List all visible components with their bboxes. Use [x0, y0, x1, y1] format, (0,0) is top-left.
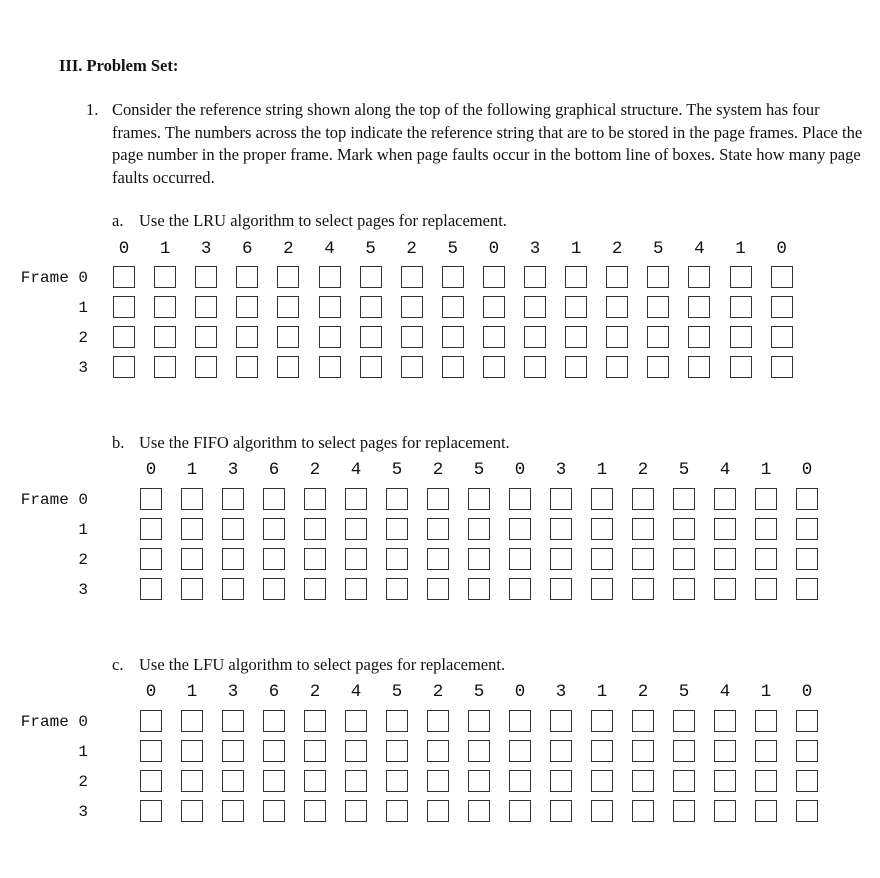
reference-value: 5 [678, 682, 690, 702]
frame-cell[interactable] [647, 356, 669, 378]
frame-cell[interactable] [591, 710, 613, 732]
frame-cell[interactable] [591, 800, 613, 822]
frame-cell[interactable] [304, 518, 326, 540]
frame-cell[interactable] [509, 710, 531, 732]
frame-cell[interactable] [550, 800, 572, 822]
reference-value: 1 [596, 460, 608, 480]
frame-cell[interactable] [755, 710, 777, 732]
frame-cell[interactable] [483, 356, 505, 378]
frame-cell[interactable] [154, 356, 176, 378]
frame-cell[interactable] [386, 800, 408, 822]
reference-value: 3 [227, 682, 239, 702]
frame-label: 3 [78, 359, 88, 377]
frame-cell[interactable] [796, 548, 818, 570]
frame-cell[interactable] [468, 488, 490, 510]
frame-cell[interactable] [427, 770, 449, 792]
frame-cell[interactable] [632, 518, 654, 540]
frame-label: Frame 0 [20, 269, 88, 287]
reference-value: 2 [432, 460, 444, 480]
part-instruction [112, 211, 507, 231]
reference-value: 0 [145, 460, 157, 480]
frame-cell[interactable] [714, 518, 736, 540]
frame-label: 1 [78, 743, 88, 761]
frame-cell[interactable] [524, 266, 546, 288]
frame-cell[interactable] [401, 296, 423, 318]
frame-cell[interactable] [401, 326, 423, 348]
frame-cell[interactable] [304, 488, 326, 510]
reference-value: 0 [801, 682, 813, 702]
frame-cell[interactable] [360, 266, 382, 288]
frame-cell[interactable] [427, 710, 449, 732]
frame-cell[interactable] [304, 710, 326, 732]
frame-cell[interactable] [796, 770, 818, 792]
frame-cell[interactable] [442, 326, 464, 348]
reference-value: 6 [268, 682, 280, 702]
frame-cell[interactable] [550, 578, 572, 600]
frame-cell[interactable] [524, 296, 546, 318]
frame-cell[interactable] [673, 800, 695, 822]
frame-cell[interactable] [427, 578, 449, 600]
frame-cell[interactable] [222, 770, 244, 792]
frame-cell[interactable] [796, 578, 818, 600]
reference-value: 1 [570, 239, 582, 259]
part-instruction-text: Use the LRU algorithm to select pages for replacement. [139, 211, 507, 230]
frame-cell[interactable] [222, 488, 244, 510]
frame-cell[interactable] [181, 740, 203, 762]
frame-cell[interactable] [524, 326, 546, 348]
frame-cell[interactable] [140, 800, 162, 822]
frame-cell[interactable] [647, 296, 669, 318]
frame-cell[interactable] [181, 578, 203, 600]
reference-value: 3 [555, 460, 567, 480]
frame-cell[interactable] [755, 770, 777, 792]
frame-cell[interactable] [606, 326, 628, 348]
frame-cell[interactable] [771, 296, 793, 318]
frame-cell[interactable] [386, 578, 408, 600]
frame-cell[interactable] [632, 548, 654, 570]
frame-cell[interactable] [263, 488, 285, 510]
frame-cell[interactable] [345, 578, 367, 600]
frame-cell[interactable] [468, 578, 490, 600]
frame-cell[interactable] [427, 800, 449, 822]
frame-cell[interactable] [483, 326, 505, 348]
frame-cell[interactable] [140, 740, 162, 762]
frame-label: 2 [78, 329, 88, 347]
frame-cell[interactable] [688, 296, 710, 318]
frame-cell[interactable] [222, 710, 244, 732]
frame-cell[interactable] [181, 710, 203, 732]
frame-cell[interactable] [427, 488, 449, 510]
part-letter: b. [112, 433, 125, 452]
frame-cell[interactable] [771, 326, 793, 348]
frame-cell[interactable] [140, 518, 162, 540]
frame-cell[interactable] [632, 800, 654, 822]
reference-value: 5 [447, 239, 459, 259]
frame-cell[interactable] [360, 296, 382, 318]
frame-cell[interactable] [277, 326, 299, 348]
frame-cell[interactable] [113, 296, 135, 318]
reference-value: 0 [488, 239, 500, 259]
frame-cell[interactable] [468, 548, 490, 570]
frame-cell[interactable] [632, 488, 654, 510]
reference-value: 1 [159, 239, 171, 259]
frame-cell[interactable] [195, 296, 217, 318]
frame-cell[interactable] [688, 356, 710, 378]
frame-cell[interactable] [222, 518, 244, 540]
frame-cell[interactable] [550, 518, 572, 540]
frame-cell[interactable] [401, 266, 423, 288]
frame-cell[interactable] [263, 548, 285, 570]
frame-cell[interactable] [730, 326, 752, 348]
reference-value: 5 [473, 682, 485, 702]
section-title: III. Problem Set: [59, 56, 179, 75]
frame-cell[interactable] [468, 740, 490, 762]
frame-cell[interactable] [591, 548, 613, 570]
reference-value: 0 [145, 682, 157, 702]
frame-cell[interactable] [236, 326, 258, 348]
frame-cell[interactable] [509, 548, 531, 570]
reference-value: 4 [694, 239, 705, 259]
frame-cell[interactable] [304, 548, 326, 570]
frame-cell[interactable] [673, 710, 695, 732]
frame-cell[interactable] [755, 740, 777, 762]
reference-value: 1 [760, 460, 772, 480]
frame-cell[interactable] [483, 296, 505, 318]
frame-cell[interactable] [113, 356, 135, 378]
frame-cell[interactable] [755, 578, 777, 600]
frame-cell[interactable] [796, 710, 818, 732]
frame-cell[interactable] [181, 488, 203, 510]
reference-value: 2 [309, 682, 321, 702]
frame-cell[interactable] [386, 710, 408, 732]
reference-value: 4 [350, 460, 362, 480]
frame-cell[interactable] [304, 740, 326, 762]
reference-value: 1 [760, 682, 772, 702]
part-letter: c. [112, 655, 124, 674]
frame-cell[interactable] [442, 296, 464, 318]
question-number: 1. [86, 100, 99, 119]
frame-cell[interactable] [222, 578, 244, 600]
frame-cell[interactable] [140, 488, 162, 510]
frame-label: 2 [78, 773, 88, 791]
reference-value: 0 [514, 460, 526, 480]
frame-cell[interactable] [591, 488, 613, 510]
frame-cell[interactable] [386, 770, 408, 792]
frame-cell[interactable] [714, 548, 736, 570]
frame-cell[interactable] [565, 356, 587, 378]
frame-cell[interactable] [263, 740, 285, 762]
reference-value: 3 [529, 239, 541, 259]
frame-cell[interactable] [796, 518, 818, 540]
frame-cell[interactable] [319, 266, 341, 288]
frame-cell[interactable] [509, 740, 531, 762]
frame-cell[interactable] [730, 356, 752, 378]
reference-value: 2 [432, 682, 444, 702]
frame-cell[interactable] [468, 710, 490, 732]
reference-value: 4 [324, 239, 335, 259]
frame-cell[interactable] [714, 488, 736, 510]
frame-cell[interactable] [730, 296, 752, 318]
frame-cell[interactable] [673, 770, 695, 792]
reference-value: 5 [678, 460, 690, 480]
frame-cell[interactable] [181, 800, 203, 822]
reference-value: 0 [118, 239, 130, 259]
reference-value: 5 [653, 239, 664, 259]
reference-value: 2 [611, 239, 623, 259]
frame-cell[interactable] [755, 518, 777, 540]
frame-cell[interactable] [222, 800, 244, 822]
frame-cell[interactable] [632, 740, 654, 762]
frame-cell[interactable] [632, 770, 654, 792]
question-text: Consider the reference string shown along the top of the following graphical structure. The system has four frames. The numbers across the top indicate the reference string that are to be stored in the page frames. Place the page number in the proper frame. Mark when page faults occur in the bottom line of boxes. State how many page faults occurred. [112, 100, 863, 187]
reference-value: 2 [283, 239, 294, 259]
frame-cell[interactable] [673, 578, 695, 600]
frame-cell[interactable] [319, 356, 341, 378]
frame-cell[interactable] [796, 740, 818, 762]
frame-cell[interactable] [386, 488, 408, 510]
frame-cell[interactable] [140, 578, 162, 600]
frame-cell[interactable] [606, 356, 628, 378]
frame-cell[interactable] [565, 266, 587, 288]
frame-cell[interactable] [509, 488, 531, 510]
frame-cell[interactable] [386, 740, 408, 762]
frame-cell[interactable] [427, 518, 449, 540]
frame-cell[interactable] [483, 266, 505, 288]
reference-value: 5 [391, 682, 403, 702]
reference-value: 1 [735, 239, 746, 259]
reference-value: 2 [637, 460, 649, 480]
reference-value: 4 [719, 682, 731, 702]
frame-cell[interactable] [647, 266, 669, 288]
frame-cell[interactable] [550, 740, 572, 762]
frame-cell[interactable] [140, 710, 162, 732]
frame-cell[interactable] [304, 800, 326, 822]
part-instruction [112, 433, 510, 453]
frame-cell[interactable] [195, 266, 217, 288]
frame-cell[interactable] [688, 326, 710, 348]
frame-label: 1 [78, 521, 88, 539]
frame-cell[interactable] [304, 578, 326, 600]
frame-cell[interactable] [236, 296, 258, 318]
frame-cell[interactable] [591, 518, 613, 540]
frame-cell[interactable] [263, 770, 285, 792]
frame-cell[interactable] [714, 740, 736, 762]
frame-cell[interactable] [319, 326, 341, 348]
frame-cell[interactable] [550, 710, 572, 732]
reference-value: 3 [200, 239, 212, 259]
frame-cell[interactable] [345, 548, 367, 570]
frame-cell[interactable] [509, 518, 531, 540]
frame-cell[interactable] [277, 296, 299, 318]
frame-cell[interactable] [565, 296, 587, 318]
frame-cell[interactable] [606, 266, 628, 288]
frame-cell[interactable] [113, 326, 135, 348]
frame-label: 3 [78, 803, 88, 821]
frame-cell[interactable] [263, 578, 285, 600]
reference-value: 5 [473, 460, 485, 480]
frame-cell[interactable] [796, 800, 818, 822]
frame-cell[interactable] [755, 548, 777, 570]
frame-cell[interactable] [714, 800, 736, 822]
reference-value: 5 [391, 460, 403, 480]
frame-cell[interactable] [319, 296, 341, 318]
reference-value: 1 [186, 682, 198, 702]
part-letter: a. [112, 211, 124, 230]
frame-cell[interactable] [181, 770, 203, 792]
frame-cell[interactable] [673, 518, 695, 540]
part-instruction [112, 655, 505, 675]
frame-cell[interactable] [277, 356, 299, 378]
frame-cell[interactable] [591, 740, 613, 762]
frame-cell[interactable] [550, 488, 572, 510]
frame-cell[interactable] [673, 488, 695, 510]
frame-cell[interactable] [345, 740, 367, 762]
frame-cell[interactable] [304, 770, 326, 792]
frame-cell[interactable] [140, 770, 162, 792]
frame-cell[interactable] [113, 266, 135, 288]
frame-cell[interactable] [222, 548, 244, 570]
frame-cell[interactable] [755, 488, 777, 510]
frame-cell[interactable] [591, 578, 613, 600]
frame-cell[interactable] [509, 800, 531, 822]
frame-label: 3 [78, 581, 88, 599]
frame-cell[interactable] [154, 296, 176, 318]
frame-cell[interactable] [154, 266, 176, 288]
frame-cell[interactable] [140, 548, 162, 570]
frame-cell[interactable] [565, 326, 587, 348]
frame-cell[interactable] [550, 548, 572, 570]
frame-cell[interactable] [509, 770, 531, 792]
reference-value: 1 [596, 682, 608, 702]
frame-cell[interactable] [195, 356, 217, 378]
frame-cell[interactable] [606, 296, 628, 318]
part-instruction-text: Use the LFU algorithm to select pages for replacement. [139, 655, 506, 674]
frame-cell[interactable] [550, 770, 572, 792]
frame-cell[interactable] [427, 740, 449, 762]
frame-cell[interactable] [771, 266, 793, 288]
reference-value: 2 [406, 239, 417, 259]
frame-cell[interactable] [442, 356, 464, 378]
frame-cell[interactable] [688, 266, 710, 288]
frame-cell[interactable] [468, 770, 490, 792]
frame-cell[interactable] [730, 266, 752, 288]
reference-value: 4 [350, 682, 362, 702]
reference-value: 3 [555, 682, 567, 702]
frame-cell[interactable] [345, 488, 367, 510]
frame-cell[interactable] [222, 740, 244, 762]
frame-label: Frame 0 [20, 713, 88, 731]
frame-cell[interactable] [401, 356, 423, 378]
reference-value: 6 [268, 460, 280, 480]
frame-cell[interactable] [154, 326, 176, 348]
frame-cell[interactable] [509, 578, 531, 600]
frame-cell[interactable] [236, 266, 258, 288]
frame-cell[interactable] [673, 548, 695, 570]
frame-cell[interactable] [442, 266, 464, 288]
part-instruction-text: Use the FIFO algorithm to select pages for replacement. [139, 433, 510, 452]
frame-cell[interactable] [345, 518, 367, 540]
frame-cell[interactable] [796, 488, 818, 510]
frame-label: 1 [78, 299, 88, 317]
frame-cell[interactable] [181, 548, 203, 570]
reference-value: 0 [801, 460, 813, 480]
frame-cell[interactable] [714, 710, 736, 732]
frame-cell[interactable] [468, 800, 490, 822]
frame-cell[interactable] [236, 356, 258, 378]
frame-cell[interactable] [673, 740, 695, 762]
frame-cell[interactable] [345, 800, 367, 822]
frame-cell[interactable] [771, 356, 793, 378]
reference-value: 6 [242, 239, 253, 259]
frame-cell[interactable] [195, 326, 217, 348]
frame-label: Frame 0 [20, 491, 88, 509]
frame-cell[interactable] [345, 710, 367, 732]
frame-cell[interactable] [277, 266, 299, 288]
frame-cell[interactable] [714, 770, 736, 792]
frame-cell[interactable] [632, 710, 654, 732]
reference-value: 1 [186, 460, 198, 480]
frame-cell[interactable] [714, 578, 736, 600]
reference-value: 2 [309, 460, 321, 480]
frame-cell[interactable] [360, 356, 382, 378]
frame-label: 2 [78, 551, 88, 569]
reference-value: 2 [637, 682, 649, 702]
frame-cell[interactable] [755, 800, 777, 822]
frame-cell[interactable] [524, 356, 546, 378]
reference-value: 3 [227, 460, 239, 480]
frame-cell[interactable] [263, 710, 285, 732]
frame-cell[interactable] [386, 518, 408, 540]
frame-cell[interactable] [360, 326, 382, 348]
frame-cell[interactable] [468, 518, 490, 540]
frame-cell[interactable] [427, 548, 449, 570]
frame-cell[interactable] [386, 548, 408, 570]
frame-cell[interactable] [632, 578, 654, 600]
reference-value: 0 [776, 239, 787, 259]
frame-cell[interactable] [263, 518, 285, 540]
frame-cell[interactable] [345, 770, 367, 792]
frame-cell[interactable] [181, 518, 203, 540]
reference-value: 4 [719, 460, 731, 480]
reference-value: 5 [365, 239, 376, 259]
reference-value: 0 [514, 682, 526, 702]
frame-cell[interactable] [647, 326, 669, 348]
frame-cell[interactable] [263, 800, 285, 822]
frame-cell[interactable] [591, 770, 613, 792]
